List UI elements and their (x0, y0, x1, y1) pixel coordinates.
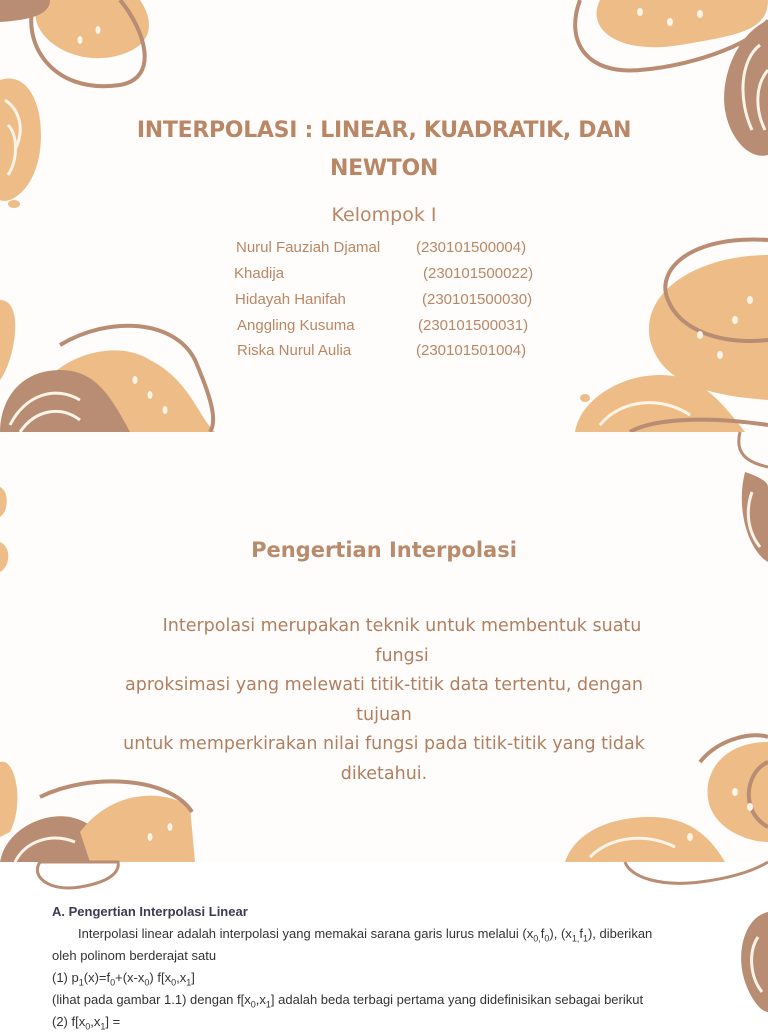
member-name: Riska Nurul Aulia (237, 342, 352, 359)
member-name: Hidayah Hanifah (235, 291, 346, 308)
member-id: (230101500022) (423, 265, 534, 282)
member-name: Anggling Kusuma (237, 317, 355, 334)
section-heading: Pengertian Interpolasi (251, 538, 517, 562)
title-line-2: NEWTON (329, 156, 439, 181)
definition-paragraph (104, 612, 664, 789)
member-id: (230101501004) (416, 342, 527, 359)
paragraph-line: aproksimasi yang melewati titik-titik data tertentu, dengan tujuan (125, 675, 643, 725)
points-text: $(x_{0,}f_0)$, $(x_{1,}f_1)$, diberikan (522, 926, 653, 944)
member-id: (230101500004) (416, 239, 527, 256)
document-page (0, 862, 768, 1032)
formula-line: (1) $p_1(x)=f_0+(x-x_0)$ $f[x_0,x_1]$ (52, 970, 195, 988)
paragraph-line: Interpolasi merupakan teknik untuk membentuk suatu fungsi (162, 616, 642, 666)
body-line (78, 926, 652, 944)
title-slide (0, 0, 768, 432)
member-name: Khadija (234, 265, 285, 282)
body-line: (lihat pada gambar 1.1) dengan $f[x_0,x_1]$ adalah beda terbagi pertama yang didefinisikan sebagai berikut (52, 992, 644, 1010)
formula-line: (2) $f[x_0,x_1]$ = (52, 1014, 121, 1032)
definition-slide (0, 432, 768, 862)
paragraph-line: diketahui. (340, 763, 428, 784)
group-label: Kelompok I (331, 204, 437, 226)
member-id: (230101500031) (418, 317, 529, 334)
member-id: (230101500030) (422, 291, 533, 308)
body-line: oleh polinom berderajat satu (52, 948, 217, 963)
document-title (84, 112, 684, 188)
member-name: Nurul Fauziah Djamal (236, 239, 381, 256)
title-line-1: INTERPOLASI : LINEAR, KUADRATIK, DAN (136, 118, 632, 143)
body-text: Interpolasi linear adalah interpolasi yang memakai sarana garis lurus melalui (78, 926, 519, 941)
subsection-heading: A. Pengertian Interpolasi Linear (52, 904, 248, 919)
paragraph-line: untuk memperkirakan nilai fungsi pada titik-titik yang tidak (123, 734, 645, 754)
